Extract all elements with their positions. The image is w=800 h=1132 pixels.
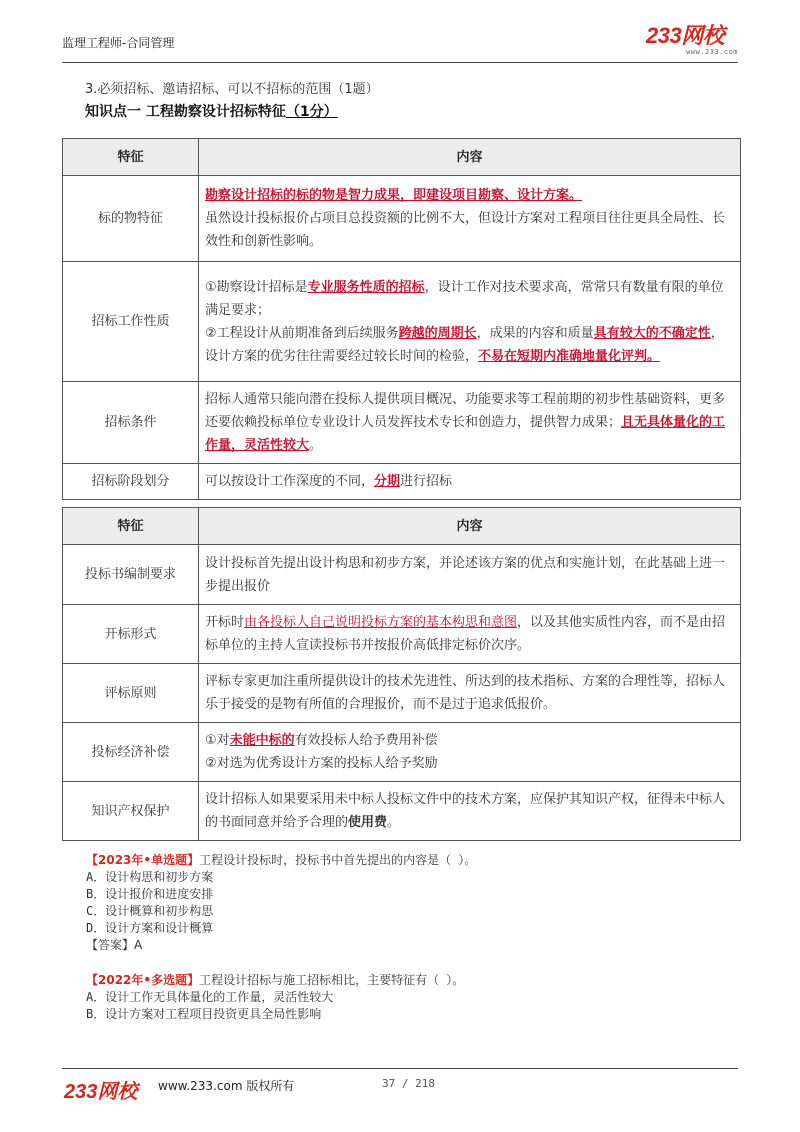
content-text: 设计招标人如果要采用未中标人投标文件中的技术方案，应保护其知识产权，征得未中标人的书面同意并给予合理的 [205,792,726,830]
content-text: ，设计方案的优劣往往需要经过较长时间的检验， [205,325,724,364]
table-row [63,664,741,723]
highlight-text: 勘察设计招标的标的物是智力成果，即建设项目勘察、设计方案。 [205,188,583,203]
quiz-option: A．设计构思和初步方案 [86,870,214,884]
feature-cell: 标的物特征 [63,176,199,262]
content-text: ，以及其他实质性内容，而不是由招标单位的主持人宣读投标书并按报价高低排定标价次序。 [205,615,726,653]
content-text: 可以按设计工作深度的不同， [205,474,375,489]
logo-text: 233网校 [646,23,725,48]
section-scope-line: 3.必须招标、邀请招标、可以不招标的范围（1题） [85,82,379,97]
highlight-text: 分期 [374,474,401,489]
highlight-text: 未能中标的 [229,733,295,748]
content-cell [199,382,741,464]
feature-cell: 评标原则 [63,664,199,723]
feature-cell: 招标阶段划分 [63,464,199,500]
table-row [63,723,741,782]
table-row [63,382,741,464]
content-cell [199,782,741,841]
table-row [63,605,741,664]
quiz-single-choice [86,852,476,954]
content-cell [199,723,741,782]
content-cell: 评标专家更加注重所提供设计的技术先进性、所达到的技术指标、方案的合理性等，招标人乐于接受的是物有所值的合理报价，而不是过于追求低报价。 [199,664,741,723]
table-header-row [63,139,741,176]
highlight-text: 专业服务性质的招标 [307,279,425,295]
feature-cell: 开标形式 [63,605,199,664]
content-cell [199,262,741,382]
highlight-text: 具有较大的不确定性 [593,325,711,341]
header-content: 内容 [199,139,741,176]
quiz-question-line [86,852,476,869]
feature-cell: 知识产权保护 [63,782,199,841]
brand-logo[interactable] [646,24,738,58]
footer-site[interactable]: www.233.com 版权所有 [158,1079,295,1093]
table-header-row [63,508,741,545]
section-title-text: 知识点一 工程勘察设计招标特征 [85,104,286,120]
page-footer [62,1068,738,1101]
footer-logo[interactable]: 233网校 [64,1081,138,1103]
content-cell: 设计投标首先提出设计构思和初步方案，并论述该方案的优点和实施计划，在此基础上进一步提出报价 [199,545,741,605]
content-text: ②工程设计从前期准备到后续服务 [205,325,399,341]
content-text: ①勘察设计招标是 [205,279,308,295]
header-feature: 特征 [63,139,199,176]
content-text: 开标时 [205,615,245,630]
header-title: 监理工程师-合同管理 [62,36,175,50]
content-text: 虽然设计投标报价占项目总投资额的比例不大，但设计方案对工程项目往往更具全局性、长效性和创新性影响。 [205,211,726,249]
quiz-option: B．设计报价和进度安排 [86,887,214,901]
feature-cell: 投标书编制要求 [63,545,199,605]
table-row [63,545,741,605]
header-feature: 特征 [63,508,199,545]
bold-text: 使用费 [348,815,388,830]
quiz-tag: 【2022年•多选题】 [86,973,200,987]
quiz-answer: 【答案】A [86,938,143,952]
quiz-tag: 【2023年•单选题】 [86,853,200,867]
feature-cell: 招标条件 [63,382,199,464]
content-line-2 [205,322,734,368]
highlight-text: 且无具体量化的工作量，灵活性较大 [205,415,726,453]
quiz-multi-choice [86,972,464,1023]
quiz-option: D．设计方案和设计概算 [86,921,214,935]
table-row [63,176,741,262]
logo-url: www.233.com [686,48,738,56]
table-row [63,782,741,841]
content-text: 有效投标人给予费用补偿 [294,733,438,748]
highlight-text: 不易在短期内准确地量化评判。 [478,348,661,364]
content-text: ①对 [205,733,230,748]
highlight-text: 跨越的周期长 [398,325,477,341]
content-line-1 [205,276,734,322]
features-table-1 [62,138,741,500]
features-table-2 [62,507,741,841]
quiz-option: C．设计概算和初步构思 [86,904,214,918]
content-line-1 [205,729,734,752]
content-text: 进行招标 [400,474,453,489]
content-line-2: ②对选为优秀设计方案的投标人给予奖励 [205,756,438,771]
section-points: （1分） [285,104,338,120]
content-cell [199,464,741,500]
header-content: 内容 [199,508,741,545]
content-text: ，成果的内容和质量 [476,325,594,341]
quiz-question-line [86,972,464,989]
content-text: 。 [309,438,323,453]
section-title [85,101,338,121]
content-cell [199,176,741,262]
table-row [63,262,741,382]
feature-cell: 招标工作性质 [63,262,199,382]
page-header [62,22,738,63]
quiz-question: 工程设计投标时，投标书中首先提出的内容是（ ）。 [199,853,477,867]
content-text: 。 [387,815,401,830]
quiz-question: 工程设计招标与施工招标相比，主要特征有（ ）。 [199,973,465,987]
table-row [63,464,741,500]
page-number: 37 / 218 [382,1077,435,1090]
content-cell [199,605,741,664]
quiz-option: B．设计方案对工程项目投资更具全局性影响 [86,1007,322,1021]
highlight-text: 由各投标人自己说明投标方案的基本构思和意图 [244,615,518,630]
content-text: 招标人通常只能向潜在投标人提供项目概况、功能要求等工程前期的初步性基础资料，更多还要依赖投标单位专业设计人员发挥技术专长和创造力，提供智力成果； [205,392,726,430]
content-text: ，设计工作对技术要求高，常常只有数量有限的单位满足要求； [205,279,724,318]
quiz-option: A．设计工作无具体量化的工作量，灵活性较大 [86,990,334,1004]
feature-cell: 投标经济补偿 [63,723,199,782]
